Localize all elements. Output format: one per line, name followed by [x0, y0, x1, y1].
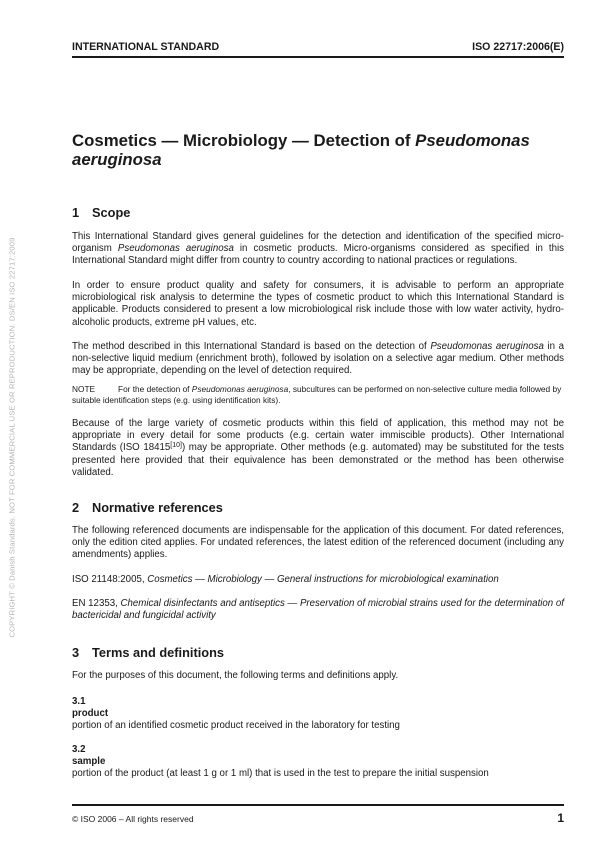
header-rule: [72, 56, 564, 58]
normative-ref-en12353: EN 12353, Chemical disinfectants and antiseptics — Preservation of microbial strains used for the determination of bactericidal and fungicidal activity: [72, 598, 564, 622]
page-number: 1: [557, 811, 564, 825]
footer-rule: [72, 804, 564, 806]
footer-copyright: © ISO 2006 – All rights reserved: [72, 814, 194, 824]
header-left: INTERNATIONAL STANDARD: [72, 41, 220, 53]
header-right: ISO 22717:2006(E): [472, 41, 564, 53]
term-number-3-2: 3.2: [72, 744, 86, 755]
scope-note: NOTE For the detection of Pseudomonas aeruginosa, subcultures can be performed on non-selective culture media followed by suitable identification steps (e.g. using identification kits).: [72, 384, 562, 406]
term-sample: sample: [72, 756, 106, 767]
normative-paragraph: The following referenced documents are indispensable for the application of this document. For dated references, only the edition cited applies. For undated references, the latest edition of the referenced document (including any amendments) applies.: [72, 525, 564, 561]
copyright-watermark: COPYRIGHT © Danish Standards. NOT FOR COMMERCIAL USE OR REPRODUCTION. DS/EN ISO 22717:2009: [7, 237, 17, 638]
scope-paragraph-1: This International Standard gives general guidelines for the detection and identification of the specified micro-organism Pseudomonas aeruginosa in cosmetic products. Micro-organisms considered as specified in this International Standard might differ from country to country according to national practices or regulations.: [72, 231, 564, 267]
section-heading-normative: 2 Normative references: [72, 500, 223, 515]
scope-paragraph-4: Because of the large variety of cosmetic products within this field of application, this method may not be appropriate in every detail for some products (e.g. certain water immiscible products). Other International Standards (ISO 18415[10]) may be appropriate. Other methods (e.g. automated) may be substituted for the tests presented here provided that their equivalence has been demonstrated or the method has been otherwise validated.: [72, 418, 564, 478]
page-footer: [72, 811, 564, 825]
term-number-3-1: 3.1: [72, 696, 86, 707]
definition-product: portion of an identified cosmetic product received in the laboratory for testing: [72, 720, 400, 731]
section-heading-scope: 1 Scope: [72, 205, 131, 220]
running-header: [72, 41, 564, 53]
scope-paragraph-2: In order to ensure product quality and safety for consumers, it is advisable to perform an appropriate microbiological risk analysis to determine the types of cosmetic product to which this International Standard is applicable. Products considered to present a low microbiological risk include those with low water activity, hydro-alcoholic products, extreme pH values, etc.: [72, 280, 564, 328]
citation-ref: [10]: [170, 442, 182, 450]
document-title: Cosmetics — Microbiology — Detection of Pseudomonas aeruginosa: [72, 131, 530, 169]
section-heading-terms: 3 Terms and definitions: [72, 645, 225, 660]
terms-intro: For the purposes of this document, the following terms and definitions apply.: [72, 670, 399, 681]
normative-ref-iso21148: ISO 21148:2005, Cosmetics — Microbiology — General instructions for microbiological examination: [72, 574, 499, 585]
scope-paragraph-3: The method described in this International Standard is based on the detection of Pseudomonas aeruginosa in a non-selective liquid medium (enrichment broth), followed by isolation on a selective agar medium. Other methods may be appropriate, depending on the level of detection required.: [72, 341, 565, 377]
term-product: product: [72, 708, 109, 719]
definition-sample: portion of the product (at least 1 g or 1 ml) that is used in the test to prepare the initial suspension: [72, 768, 489, 779]
